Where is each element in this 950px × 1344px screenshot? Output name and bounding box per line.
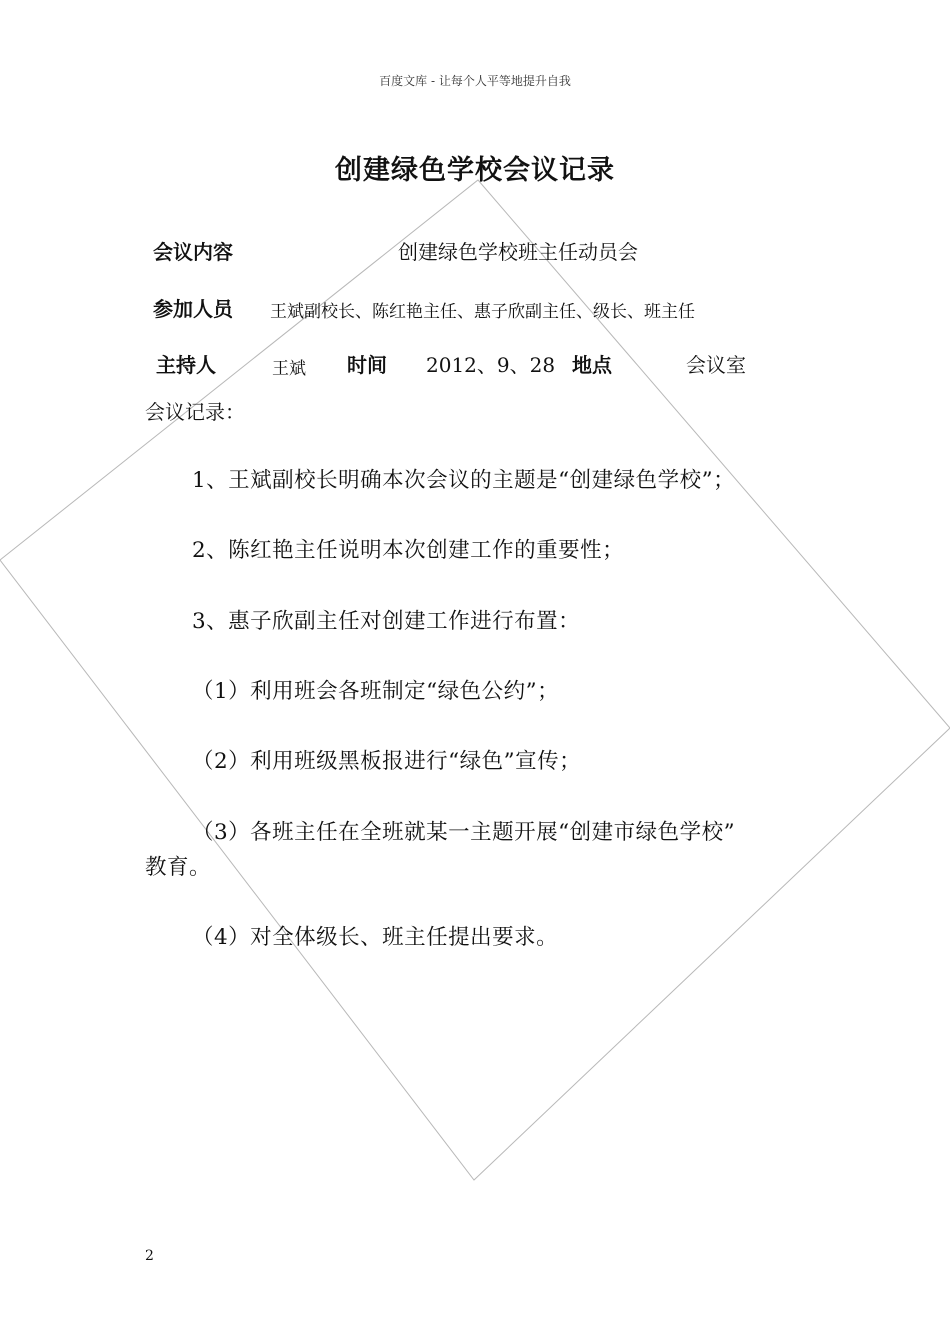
page-header: 百度文库 - 让每个人平等地提升自我 xyxy=(379,74,571,88)
time-label: 时间 xyxy=(347,353,387,377)
record-subitem-continuation: 教育。 xyxy=(145,855,212,880)
record-subitem: （4）对全体级长、班主任提出要求。 xyxy=(192,925,559,950)
place-value: 会议室 xyxy=(686,353,746,377)
host-value: 王斌 xyxy=(272,359,306,379)
meeting-content-value: 创建绿色学校班主任动员会 xyxy=(398,240,638,264)
attendees-label: 参加人员 xyxy=(153,297,233,321)
record-item: 1、王斌副校长明确本次会议的主题是“创建绿色学校”； xyxy=(192,468,736,493)
record-subitem: （3）各班主任在全班就某一主题开展“创建市绿色学校” xyxy=(192,820,736,845)
time-value: 2012、9、28 xyxy=(426,353,556,377)
meeting-content-label: 会议内容 xyxy=(153,240,233,264)
record-item: 2、陈红艳主任说明本次创建工作的重要性； xyxy=(192,538,625,563)
place-label: 地点 xyxy=(572,353,612,377)
page-title: 创建绿色学校会议记录 xyxy=(335,155,615,186)
record-subitem: （1）利用班会各班制定“绿色公约”； xyxy=(192,679,560,704)
record-subitem: （2）利用班级黑板报进行“绿色”宣传； xyxy=(192,749,582,774)
record-label: 会议记录： xyxy=(145,400,245,424)
host-label: 主持人 xyxy=(156,353,216,377)
page-number: 2 xyxy=(145,1248,154,1264)
attendees-value: 王斌副校长、陈红艳主任、惠子欣副主任、级长、班主任 xyxy=(270,302,695,322)
record-item: 3、惠子欣副主任对创建工作进行布置： xyxy=(192,609,581,634)
